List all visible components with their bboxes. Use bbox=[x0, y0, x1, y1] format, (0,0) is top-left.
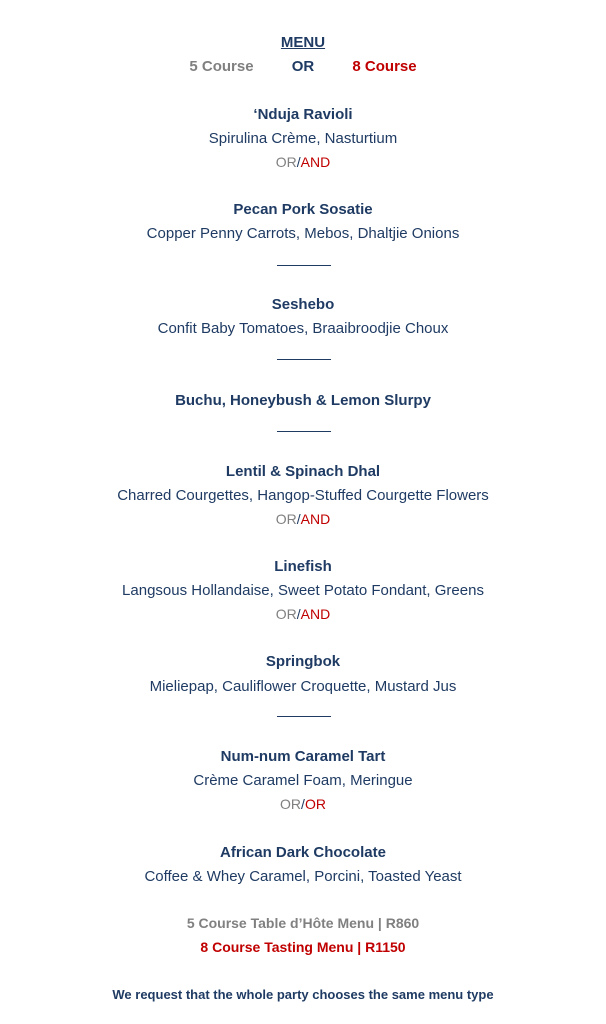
course-description: Langsous Hollandaise, Sweet Potato Fondant, Greens bbox=[122, 582, 484, 599]
course-description: Copper Penny Carrots, Mebos, Dhaltjie Onions bbox=[146, 225, 460, 242]
or-or-separator: OR/OR bbox=[280, 796, 326, 812]
or-and-separator: OR/AND bbox=[275, 154, 331, 170]
course-name: Lentil & Spinach Dhal bbox=[225, 463, 381, 480]
course-name: ‘Nduja Ravioli bbox=[253, 106, 353, 123]
five-course-price: 5 Course Table d’Hôte Menu | R860 bbox=[186, 915, 420, 931]
menu-title: MENU bbox=[280, 34, 326, 51]
course-description: Spirulina Crème, Nasturtium bbox=[208, 130, 398, 147]
menu-type-choice bbox=[0, 58, 606, 75]
or-label: OR bbox=[291, 58, 315, 75]
course-name: Springbok bbox=[265, 653, 341, 670]
course-description: Mieliepap, Cauliflower Croquette, Mustard Jus bbox=[149, 678, 457, 695]
course-name: African Dark Chocolate bbox=[220, 844, 386, 861]
section-divider bbox=[277, 716, 331, 717]
or-and-separator: OR/AND bbox=[275, 606, 331, 622]
five-course-option: 5 Course bbox=[189, 58, 254, 75]
course-name: Buchu, Honeybush & Lemon Slurpy bbox=[175, 392, 431, 409]
or-and-separator: OR/AND bbox=[275, 511, 331, 527]
section-divider bbox=[277, 431, 331, 432]
course-name: Num-num Caramel Tart bbox=[220, 748, 386, 765]
course-description: Coffee & Whey Caramel, Porcini, Toasted Yeast bbox=[144, 868, 462, 885]
section-divider bbox=[277, 265, 331, 266]
eight-course-price: 8 Course Tasting Menu | R1150 bbox=[200, 939, 406, 955]
course-name: Pecan Pork Sosatie bbox=[233, 201, 373, 218]
course-name: Seshebo bbox=[271, 296, 335, 313]
course-description: Charred Courgettes, Hangop-Stuffed Courgette Flowers bbox=[117, 487, 489, 504]
section-divider bbox=[277, 359, 331, 360]
course-description: Confit Baby Tomatoes, Braaibroodjie Choux bbox=[157, 320, 449, 337]
course-name: Linefish bbox=[274, 558, 332, 575]
party-note: We request that the whole party chooses the same menu type bbox=[112, 987, 494, 1002]
eight-course-option: 8 Course bbox=[352, 58, 417, 75]
course-description: Crème Caramel Foam, Meringue bbox=[193, 772, 413, 789]
